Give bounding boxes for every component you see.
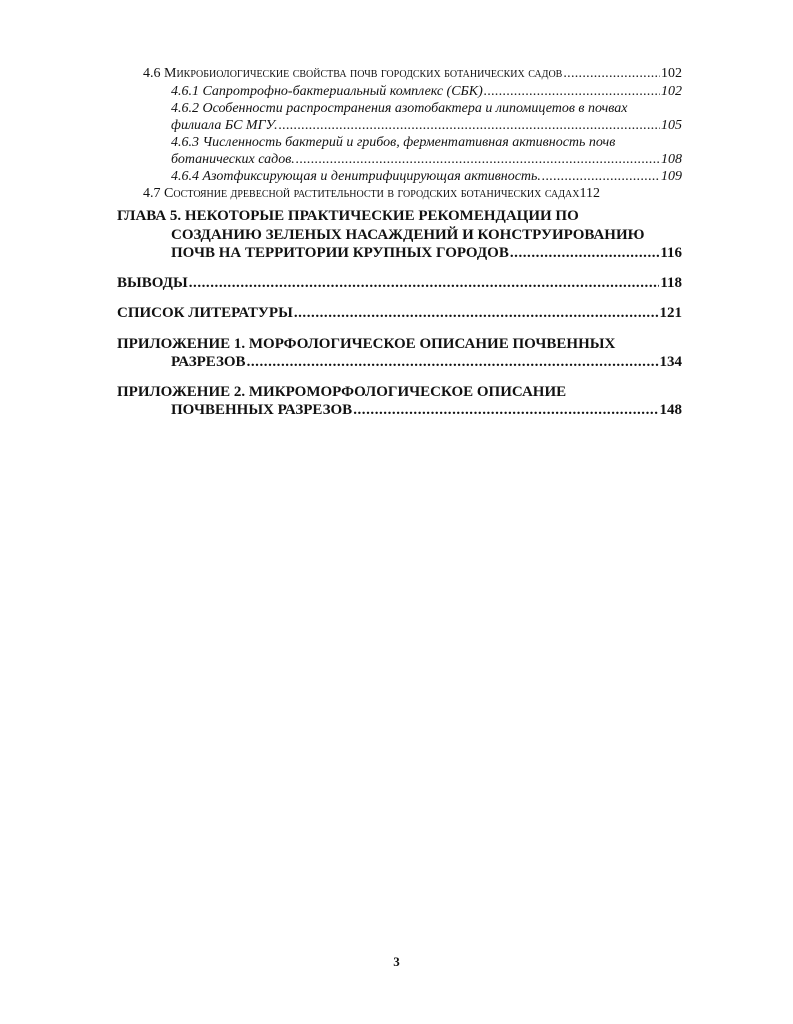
toc-entry-title-cont: филиала БС МГУ. — [171, 118, 278, 133]
dot-leader — [189, 276, 660, 291]
toc-chapter-5-line2 — [171, 228, 682, 243]
toc-page-number: 112 — [579, 186, 600, 201]
toc-entry-4-6-2-line2 — [171, 119, 682, 133]
toc-chapter-5-line1 — [117, 209, 682, 224]
toc-entry-4-6-1 — [171, 85, 682, 99]
toc-entry-title: 4.6.2 Особенности распространения азотобактера и липомицетов в почвах — [171, 101, 628, 116]
toc-entry-title-cont: ПОЧВЕННЫХ РАЗРЕЗОВ — [171, 402, 353, 418]
toc-page-number: 118 — [660, 275, 682, 291]
toc-entry-title-cont: РАЗРЕЗОВ — [171, 354, 246, 370]
toc-page-number: 102 — [661, 66, 682, 81]
toc-appendix-2-line1 — [117, 385, 682, 400]
dot-leader — [294, 306, 659, 321]
toc-page-number: 109 — [661, 169, 682, 184]
toc-page-number: 116 — [660, 245, 682, 261]
dot-leader — [542, 170, 660, 184]
dot-leader — [279, 119, 660, 133]
toc-entry-4-6-4 — [171, 170, 682, 184]
toc-entry-title: 4.6 Микробиологические свойства почв городских ботанических садов — [143, 66, 563, 81]
toc-entry-title: 4.7 Состояние древесной растительности в городских ботанических садах — [143, 186, 580, 201]
dot-leader — [563, 67, 660, 81]
toc-chapter-title-cont: СОЗДАНИЮ ЗЕЛЕНЫХ НАСАЖДЕНИЙ И КОНСТРУИРОВАНИЮ — [171, 227, 645, 243]
toc-entry-4-6-3-line2 — [171, 153, 682, 167]
dot-leader — [247, 355, 659, 370]
toc-page-number: 121 — [659, 305, 682, 321]
toc-entry-title: ВЫВОДЫ — [117, 275, 188, 291]
toc-entry-4-6-2-line1 — [171, 102, 682, 116]
toc-chapter-title: ГЛАВА 5. НЕКОТОРЫЕ ПРАКТИЧЕСКИЕ РЕКОМЕНДАЦИИ ПО — [117, 208, 579, 224]
toc-entry-title: 4.6.3 Численность бактерий и грибов, ферментативная активность почв — [171, 135, 616, 150]
toc-entry-title: ПРИЛОЖЕНИЕ 1. МОРФОЛОГИЧЕСКОЕ ОПИСАНИЕ ПОЧВЕННЫХ — [117, 336, 616, 352]
toc-page-number: 108 — [661, 152, 682, 167]
toc-entry-4-6-3-line1 — [171, 136, 682, 150]
toc-page-number: 134 — [659, 354, 682, 370]
toc-entry-4-6 — [143, 67, 682, 81]
page-number: 3 — [393, 954, 400, 969]
dot-leader — [484, 85, 660, 99]
toc-appendix-1-line2 — [171, 355, 682, 370]
toc-entry-4-7 — [143, 187, 682, 201]
toc-page-number: 102 — [661, 84, 682, 99]
toc-chapter-5-line3 — [171, 246, 682, 261]
dot-leader — [296, 153, 660, 167]
toc-chapter-title-cont: ПОЧВ НА ТЕРРИТОРИИ КРУПНЫХ ГОРОДОВ — [171, 245, 509, 261]
toc-conclusions — [117, 276, 682, 291]
toc-entry-title: СПИСОК ЛИТЕРАТУРЫ — [117, 305, 293, 321]
toc-page-number: 148 — [659, 402, 682, 418]
dot-leader — [353, 403, 658, 418]
toc-entry-title: 4.6.1 Сапротрофно-бактериальный комплекс (СБК) — [171, 84, 483, 99]
toc-references — [117, 306, 682, 321]
toc-entry-title-cont: ботанических садов. — [171, 152, 295, 167]
toc-entry-title: 4.6.4 Азотфиксирующая и денитрифицирующая активность. — [171, 169, 541, 184]
toc-entry-title: ПРИЛОЖЕНИЕ 2. МИКРОМОРФОЛОГИЧЕСКОЕ ОПИСАНИЕ — [117, 384, 567, 400]
toc-appendix-1-line1 — [117, 337, 682, 352]
toc-page-number: 105 — [661, 118, 682, 133]
dot-leader — [510, 246, 659, 261]
toc-appendix-2-line2 — [171, 403, 682, 418]
